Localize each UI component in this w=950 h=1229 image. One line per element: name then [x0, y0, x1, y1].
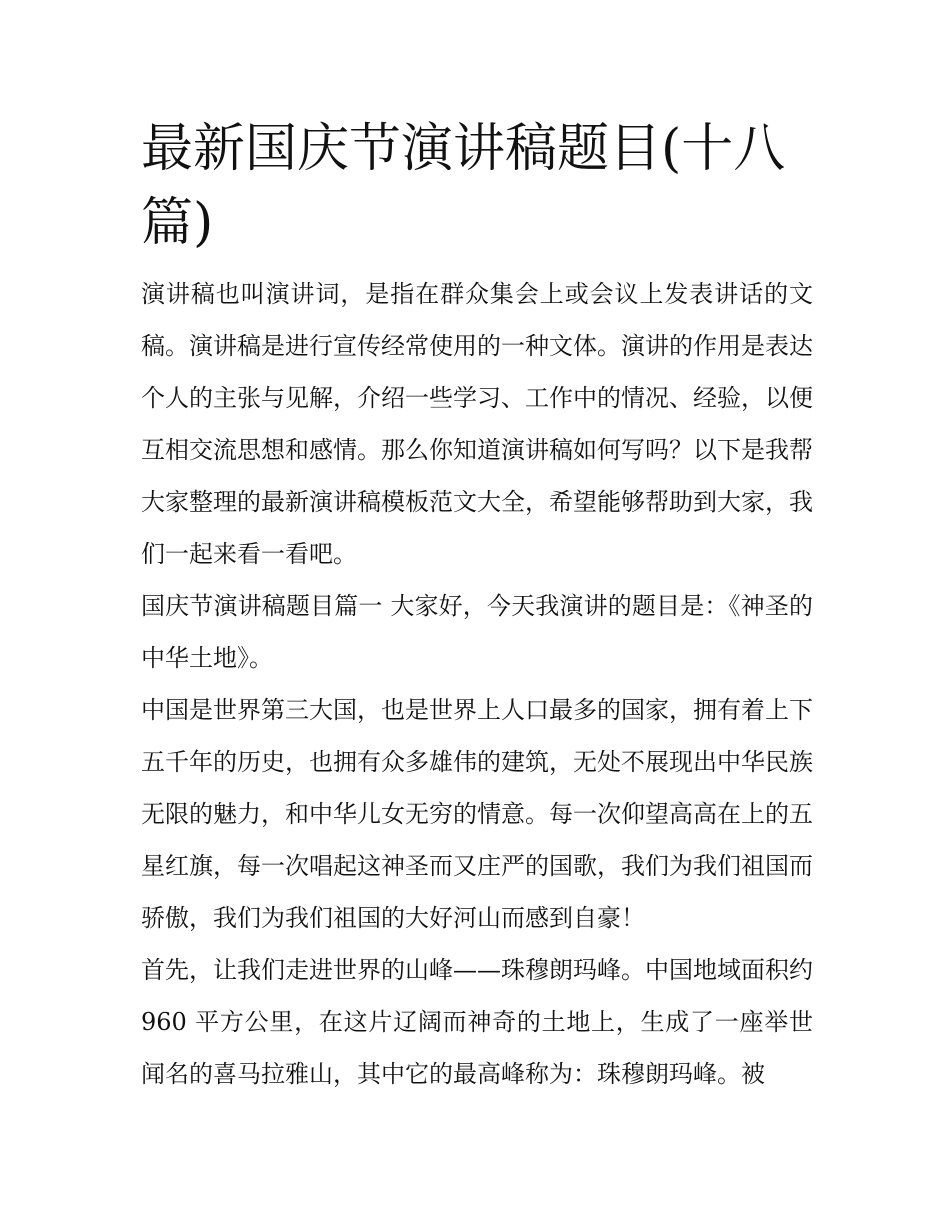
- speech-heading-paragraph: 国庆节演讲稿题目篇一 大家好，今天我演讲的题目是：《神圣的中华土地》。: [141, 592, 813, 672]
- document-body: [141, 112, 813, 1100]
- body-paragraph: 首先，让我们走进世界的山峰——珠穆朗玛峰。中国地域面积约 960 平方公里，在这片辽阔而神奇的土地上，生成了一座举世闻名的喜马拉雅山，其中它的最高峰称为：珠穆朗玛峰。被: [141, 956, 813, 1088]
- intro-paragraph: 演讲稿也叫演讲词，是指在群众集会上或会议上发表讲话的文稿。演讲稿是进行宣传经常使用的一种文体。演讲的作用是表达个人的主张与见解，介绍一些学习、工作中的情况、经验，以便互相交流思想和感情。那么你知道演讲稿如何写吗？以下是我帮大家整理的最新演讲稿模板范文大全，希望能够帮助到大家，我们一起来看一看吧。: [141, 280, 813, 568]
- document-title: 最新国庆节演讲稿题目(十八篇): [141, 119, 786, 253]
- paragraph-list: [141, 268, 813, 1100]
- body-paragraph: 中国是世界第三大国，也是世界上人口最多的国家，拥有着上下五千年的历史，也拥有众多雄伟的建筑，无处不展现出中华民族无限的魅力，和中华儿女无穷的情意。每一次仰望高高在上的五星红旗，每一次唱起这神圣而又庄严的国歌，我们为我们祖国而骄傲，我们为我们祖国的大好河山而感到自豪！: [141, 696, 813, 932]
